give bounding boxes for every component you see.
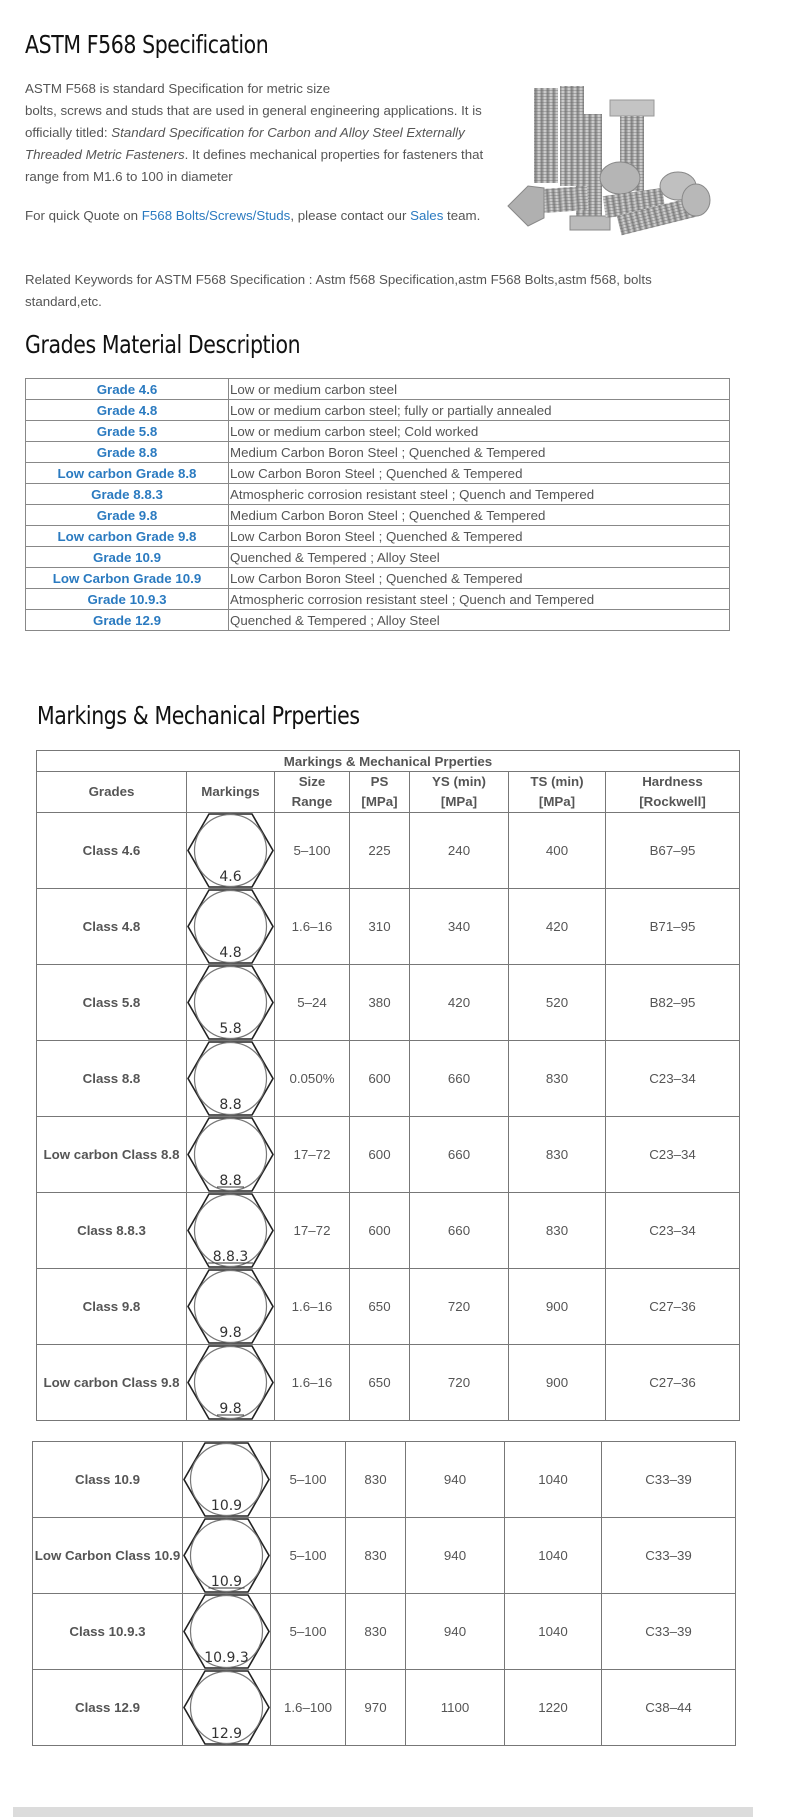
marking-cell [187,889,275,965]
class-name: Low Carbon Class 10.9 [33,1518,183,1594]
tensile-strength: 830 [509,1193,606,1269]
hardness: B82–95 [606,965,740,1041]
header-line: PS [370,774,389,789]
grade-row [26,421,730,442]
related-keywords: Related Keywords for ASTM F568 Specification : Astm f568 Specification,astm F568 Bolts,astm f568, bolts standard,etc. [25,272,652,309]
marking-label: 10.9 [210,1574,243,1590]
bolt-head-marking-icon [183,1670,270,1745]
property-row [37,813,740,889]
quote-paragraph [25,205,485,227]
grade-name: Grade 5.8 [26,421,229,442]
marking-cell [187,1193,275,1269]
header-line: [MPa] [440,794,478,809]
yield-strength: 940 [406,1518,505,1594]
hardness: C33–39 [602,1518,736,1594]
hardness: C38–44 [602,1670,736,1746]
class-name: Class 8.8 [37,1041,187,1117]
proof-stress: 970 [346,1670,406,1746]
property-row [37,1193,740,1269]
class-name: Class 4.8 [37,889,187,965]
class-name: Class 5.8 [37,965,187,1041]
markings-table-2 [32,1441,736,1746]
header-line: Hardness [642,774,703,789]
grade-name: Low carbon Grade 9.8 [26,526,229,547]
yield-strength: 660 [410,1041,509,1117]
bolt-head-marking-icon [187,1345,274,1420]
bolts-image [500,78,730,238]
marking-cell [187,813,275,889]
grade-row [26,463,730,484]
size-range: 17–72 [275,1117,350,1193]
grades-section-title: Grades Material Description [25,330,301,359]
property-row [37,965,740,1041]
proof-stress: 225 [350,813,410,889]
bolt-head-marking-icon [187,813,274,888]
property-row [37,1345,740,1421]
bolt-head-marking-icon [187,965,274,1040]
f568-products-link[interactable]: F568 Bolts/Screws/Studs [141,208,291,223]
grade-row [26,547,730,568]
yield-strength: 720 [410,1345,509,1421]
hardness: C33–39 [602,1594,736,1670]
tensile-strength: 420 [509,889,606,965]
tensile-strength: 900 [509,1269,606,1345]
header-line: Size [298,774,326,789]
marking-cell [183,1518,271,1594]
marking-cell [183,1442,271,1518]
tensile-strength: 520 [509,965,606,1041]
header-line: [MPa] [361,794,398,809]
grade-name: Grade 12.9 [26,610,229,631]
bolt-head-marking-icon [187,1269,274,1344]
size-range: 1.6–16 [275,1345,350,1421]
grade-description: Atmospheric corrosion resistant steel ; Quench and Tempered [229,484,730,505]
grade-description: Quenched & Tempered ; Alloy Steel [229,610,730,631]
grade-row [26,589,730,610]
grade-row [26,484,730,505]
grades-table [25,378,730,631]
size-range: 5–24 [275,965,350,1041]
tensile-strength: 1220 [505,1670,602,1746]
header-hardness [606,772,740,813]
marking-label: 9.8 [219,1325,242,1341]
header-grades [37,772,187,813]
markings-table-1 [36,750,740,1421]
proof-stress: 830 [346,1594,406,1670]
yield-strength: 340 [410,889,509,965]
marking-label: 10.9.3 [204,1650,249,1666]
header-line: Markings [201,784,260,799]
grade-row [26,610,730,631]
grade-description: Low Carbon Boron Steel ; Quenched & Tempered [229,463,730,484]
markings-table-caption: Markings & Mechanical Prperties [37,751,740,772]
grade-description: Low Carbon Boron Steel ; Quenched & Tempered [229,526,730,547]
marking-cell [187,1041,275,1117]
yield-strength: 940 [406,1594,505,1670]
header-markings [187,772,275,813]
markings-section-title: Markings & Mechanical Prperties [37,701,360,730]
tensile-strength: 900 [509,1345,606,1421]
footer-bar [13,1807,753,1817]
intro-text-a: ASTM F568 is standard Specification for metric size [25,81,331,96]
property-row [33,1594,736,1670]
marking-label: 8.8.3 [212,1249,249,1265]
hardness: C27–36 [606,1345,740,1421]
proof-stress: 650 [350,1269,410,1345]
yield-strength: 1100 [406,1670,505,1746]
grade-name: Low Carbon Grade 10.9 [26,568,229,589]
grade-name: Grade 10.9.3 [26,589,229,610]
grade-row [26,442,730,463]
marking-cell [187,965,275,1041]
grade-name: Grade 4.8 [26,400,229,421]
proof-stress: 600 [350,1193,410,1269]
property-row [37,1269,740,1345]
quote-prefix: For quick Quote on [25,208,142,223]
marking-label: 8.8 [219,1173,242,1189]
yield-strength: 660 [410,1193,509,1269]
header-ts [509,772,606,813]
yield-strength: 240 [410,813,509,889]
grade-description: Low or medium carbon steel; Cold worked [229,421,730,442]
tensile-strength: 1040 [505,1594,602,1670]
proof-stress: 600 [350,1041,410,1117]
grade-name: Grade 4.6 [26,379,229,400]
grade-description: Low or medium carbon steel [229,379,730,400]
property-row [37,1041,740,1117]
size-range: 5–100 [271,1518,346,1594]
grade-row [26,526,730,547]
marking-label: 4.8 [219,945,242,961]
proof-stress: 830 [346,1442,406,1518]
size-range: 0.050% [275,1041,350,1117]
quote-suffix: team. [443,208,481,223]
grade-description: Atmospheric corrosion resistant steel ; Quench and Tempered [229,589,730,610]
size-range: 5–100 [271,1442,346,1518]
marking-label: 12.9 [210,1726,243,1742]
grade-description: Quenched & Tempered ; Alloy Steel [229,547,730,568]
marking-label: 5.8 [219,1021,242,1037]
hardness: C33–39 [602,1442,736,1518]
size-range: 17–72 [275,1193,350,1269]
marking-label: 9.8 [219,1401,242,1417]
class-name: Class 4.6 [37,813,187,889]
grade-name: Grade 8.8 [26,442,229,463]
header-line: [Rockwell] [639,794,706,809]
proof-stress: 650 [350,1345,410,1421]
proof-stress: 600 [350,1117,410,1193]
page-title: ASTM F568 Specification [25,30,269,59]
hardness: C23–34 [606,1117,740,1193]
size-range: 1.6–16 [275,1269,350,1345]
bolt-head-marking-icon [183,1594,270,1669]
proof-stress: 830 [346,1518,406,1594]
header-line: YS (min) [432,774,486,789]
grade-name: Grade 10.9 [26,547,229,568]
proof-stress: 380 [350,965,410,1041]
marking-label: 8.8 [219,1097,242,1113]
tensile-strength: 1040 [505,1518,602,1594]
tensile-strength: 400 [509,813,606,889]
header-line: Range [291,794,333,809]
header-ps [350,772,410,813]
property-row [33,1670,736,1746]
size-range: 5–100 [271,1594,346,1670]
header-line: [MPa] [538,794,576,809]
property-row [33,1518,736,1594]
hardness: B71–95 [606,889,740,965]
quote-mid: , please contact our [290,208,411,223]
header-ys [410,772,509,813]
grade-name: Grade 9.8 [26,505,229,526]
tensile-strength: 830 [509,1117,606,1193]
class-name: Class 8.8.3 [37,1193,187,1269]
property-row [33,1442,736,1518]
hardness: C23–34 [606,1193,740,1269]
intro-text-b: bolts, screws and studs that are used in general engineering applications. It is officially titled: [25,103,482,140]
grade-description: Low or medium carbon steel; fully or partially annealed [229,400,730,421]
hardness: B67–95 [606,813,740,889]
grade-description: Low Carbon Boron Steel ; Quenched & Tempered [229,568,730,589]
bolt-head-marking-icon [187,889,274,964]
tensile-strength: 830 [509,1041,606,1117]
tensile-strength: 1040 [505,1442,602,1518]
intro-text-c: . It defines mechanical properties for fasteners that range from M1.6 to 100 in diameter [25,147,484,184]
grade-description: Medium Carbon Boron Steel ; Quenched & Tempered [229,442,730,463]
grade-row [26,379,730,400]
class-name: Class 10.9 [33,1442,183,1518]
hardness: C23–34 [606,1041,740,1117]
marking-cell [187,1269,275,1345]
yield-strength: 720 [410,1269,509,1345]
size-range: 1.6–100 [271,1670,346,1746]
property-row [37,1117,740,1193]
class-name: Low carbon Class 8.8 [37,1117,187,1193]
size-range: 1.6–16 [275,889,350,965]
marking-cell [183,1594,271,1670]
header-line: Grades [88,784,135,799]
grade-name: Low carbon Grade 8.8 [26,463,229,484]
header-line: TS (min) [530,774,584,789]
property-row [37,889,740,965]
marking-label: 4.6 [219,869,242,885]
marking-label: 10.9 [210,1498,243,1514]
marking-cell [187,1117,275,1193]
marking-cell [187,1345,275,1421]
bolt-head-marking-icon [187,1193,274,1268]
bolt-head-marking-icon [183,1442,270,1517]
class-name: Class 10.9.3 [33,1594,183,1670]
grade-name: Grade 8.8.3 [26,484,229,505]
grade-description: Medium Carbon Boron Steel ; Quenched & Tempered [229,505,730,526]
bolt-head-marking-icon [183,1518,270,1593]
size-range: 5–100 [275,813,350,889]
class-name: Class 12.9 [33,1670,183,1746]
intro-paragraph [25,78,485,188]
yield-strength: 660 [410,1117,509,1193]
hardness: C27–36 [606,1269,740,1345]
grade-row [26,568,730,589]
yield-strength: 940 [406,1442,505,1518]
class-name: Class 9.8 [37,1269,187,1345]
bolt-head-marking-icon [187,1117,274,1192]
marking-cell [183,1670,271,1746]
grade-row [26,400,730,421]
header-size-range [275,772,350,813]
class-name: Low carbon Class 9.8 [37,1345,187,1421]
bolt-head-marking-icon [187,1041,274,1116]
yield-strength: 420 [410,965,509,1041]
official-title: Standard Specification for Carbon and Alloy Steel Externally Threaded Metric Fasteners [25,125,465,162]
proof-stress: 310 [350,889,410,965]
sales-link[interactable]: Sales [410,208,444,223]
grade-row [26,505,730,526]
